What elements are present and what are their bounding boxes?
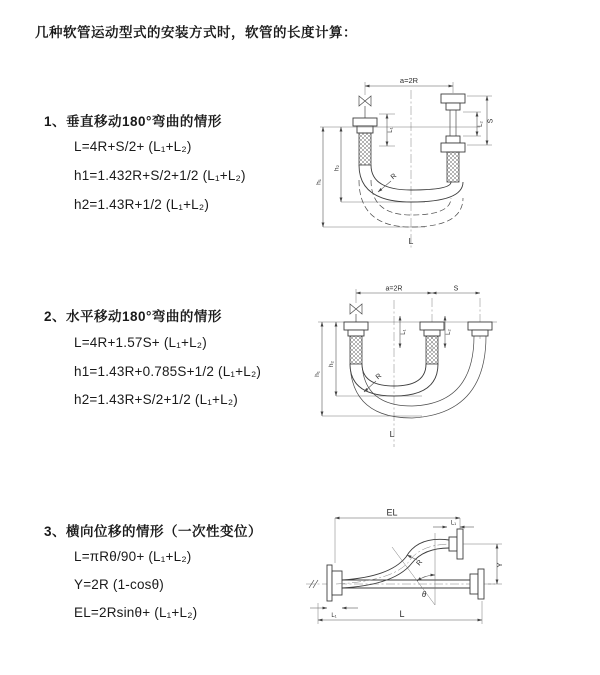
left-flange [327, 565, 342, 601]
dim-h1 [314, 322, 422, 416]
section-1-heading: 1、垂直移动180°弯曲的情形 [44, 114, 222, 129]
section-1-formula-h1: h1=1.432R+S/2+1/2 (L₁+L₂) [74, 168, 246, 183]
dim-s-label: S [453, 285, 459, 293]
dim-y-label: Y [495, 562, 504, 568]
dim-s [467, 96, 495, 145]
length-label: L [408, 236, 414, 246]
left-hose-braid [350, 336, 362, 364]
radius-label: R [415, 558, 425, 568]
dim-l1 [400, 316, 407, 348]
dim-l-label: L [399, 609, 405, 619]
dim-s-label: S [487, 118, 495, 124]
dim-l [318, 601, 482, 624]
dim-h2-label: h₂ [333, 164, 341, 172]
dim-a-2r [365, 76, 453, 95]
section-2-heading: 2、水平移动180°弯曲的情形 [44, 309, 222, 324]
dim-h1-label: h₁ [314, 371, 321, 377]
dim-a-2r-label: a=2R [399, 76, 419, 85]
section-1-formula-L: L=4R+S/2+ (L₁+L₂) [74, 139, 192, 154]
right-hose-braid [447, 152, 459, 182]
angle-theta-label: θ [421, 590, 427, 599]
dim-l2-label: L₂ [446, 329, 452, 335]
dim-l1-bottom-label: L₁ [331, 613, 337, 619]
radius-label: R [389, 172, 399, 182]
left-flange [344, 322, 368, 336]
dim-l2-label: L₂ [478, 121, 484, 127]
angle-construction [392, 533, 435, 605]
hose-displaced [336, 539, 452, 588]
upper-flange [449, 529, 463, 559]
dim-l1-label: L₁ [401, 329, 407, 335]
valve-icon [359, 96, 371, 118]
middle-hose-braid [426, 336, 438, 364]
dim-s [432, 286, 480, 294]
section-2-formula-L: L=4R+1.57S+ (L₁+L₂) [74, 335, 207, 350]
dim-l2 [445, 316, 452, 348]
dim-h1-label: h₁ [315, 179, 323, 185]
dim-h2-label: h₂ [328, 360, 335, 368]
section-3-formula-EL: EL=2Rsinθ+ (L₁+L₂) [74, 605, 198, 620]
section-3-heading: 3、横向位移的情形（一次性变位） [44, 524, 263, 539]
diagram-vertical-180-bend [315, 70, 595, 265]
right-flange [468, 322, 492, 336]
right-flange [470, 569, 484, 599]
section-1-formula-h2: h2=1.43R+1/2 (L₁+L₂) [74, 197, 210, 212]
section-3-formula-Y: Y=2R (1-cosθ) [74, 577, 165, 592]
dim-l1 [379, 114, 395, 146]
radius-label: R [374, 372, 384, 382]
left-hose-braid [359, 133, 371, 165]
dim-l1-label: L₁ [388, 127, 394, 133]
valve-icon [350, 304, 362, 322]
diagram-lateral-displacement [300, 505, 600, 645]
right-flange-upper [441, 94, 465, 136]
right-flange-lower [441, 136, 465, 152]
section-3-formula-L: L=πRθ/90+ (L₁+L₂) [74, 549, 192, 564]
dim-l1-top-label: L₁ [450, 520, 457, 527]
middle-flange [420, 322, 444, 336]
dim-l1-top [433, 521, 474, 528]
dim-l1-bottom [310, 608, 358, 619]
dim-l2 [463, 112, 484, 136]
section-2-formula-h2: h2=1.43R+S/2+1/2 (L₁+L₂) [74, 392, 238, 407]
hose-position-2 [350, 336, 486, 418]
diagram-horizontal-180-bend [312, 282, 600, 460]
length-label: L [389, 429, 395, 439]
dim-a-2r-label: a=2R [385, 285, 403, 293]
dim-el-label: EL [386, 507, 398, 518]
section-2-formula-h1: h1=1.43R+0.785S+1/2 (L₁+L₂) [74, 364, 262, 379]
left-flange [353, 118, 377, 133]
page-title: 几种软管运动型式的安装方式时，软管的长度计算： [35, 25, 357, 40]
